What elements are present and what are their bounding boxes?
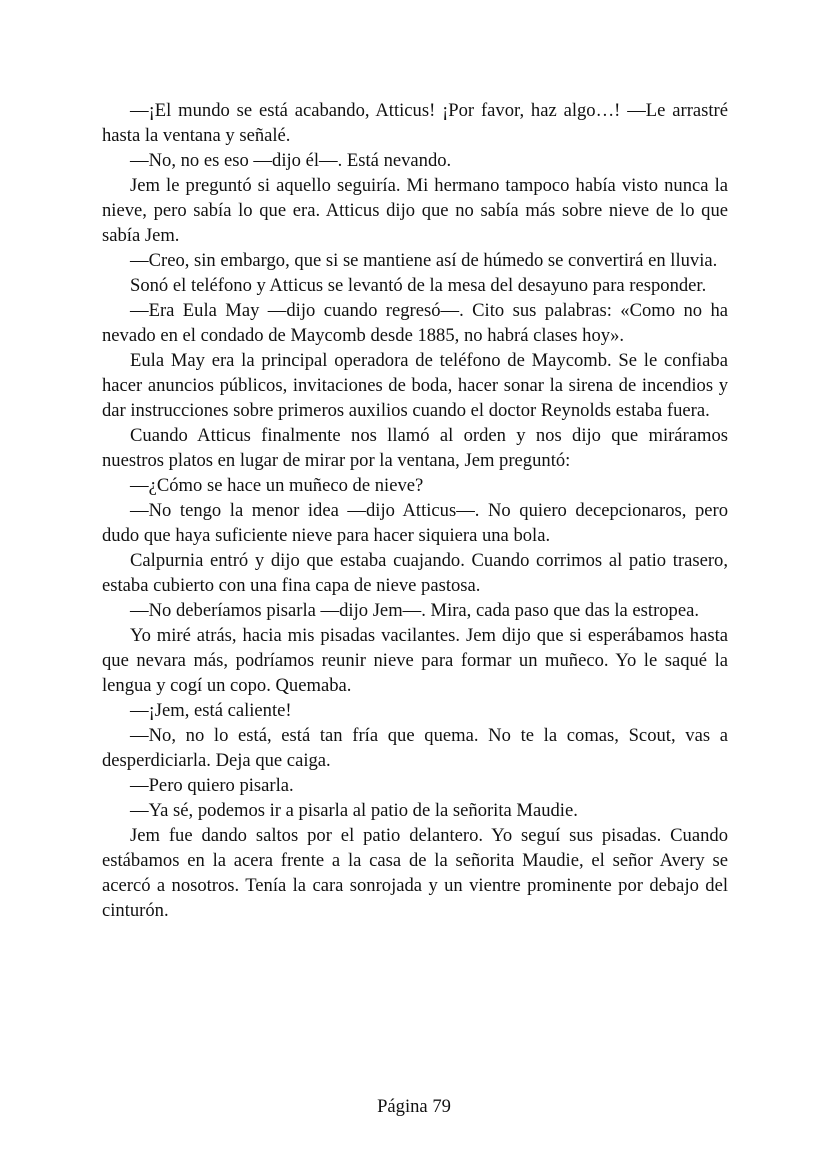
- paragraph: —No, no lo está, está tan fría que quema. No te la comas, Scout, vas a desperdiciarla. Deja que caiga.: [102, 725, 728, 771]
- paragraph: Eula May era la principal operadora de teléfono de Maycomb. Se le confiaba hacer anuncios públicos, invitaciones de boda, hacer sonar la sirena de incendios y dar instrucciones sobre primeros auxilios cuando el doctor Reynolds estaba fuera.: [102, 350, 728, 421]
- paragraph: Jem fue dando saltos por el patio delantero. Yo seguí sus pisadas. Cuando estábamos en la acera frente a la casa de la señorita Maudie, el señor Avery se acercó a nosotros. Tenía la cara sonrojada y un vientre prominente por debajo del cinturón.: [102, 825, 728, 921]
- paragraph: —Creo, sin embargo, que si se mantiene así de húmedo se convertirá en lluvia.: [130, 250, 718, 271]
- page-number: Página 79: [377, 1096, 451, 1117]
- paragraph: —No tengo la menor idea —dijo Atticus—. No quiero decepcionaros, pero dudo que haya suficiente nieve para hacer siquiera una bola.: [102, 500, 728, 546]
- paragraph: —Ya sé, podemos ir a pisarla al patio de la señorita Maudie.: [130, 800, 578, 821]
- paragraph: —Pero quiero pisarla.: [130, 775, 294, 796]
- paragraph: Cuando Atticus finalmente nos llamó al orden y nos dijo que miráramos nuestros platos en lugar de mirar por la ventana, Jem preguntó:: [102, 425, 728, 471]
- paragraph: Calpurnia entró y dijo que estaba cuajando. Cuando corrimos al patio trasero, estaba cubierto con una fina capa de nieve pastosa.: [102, 550, 728, 596]
- paragraph: —¡Jem, está caliente!: [130, 700, 292, 721]
- paragraph: —No, no es eso —dijo él—. Está nevando.: [130, 150, 452, 171]
- page-body: [102, 98, 728, 923]
- paragraph: Jem le preguntó si aquello seguiría. Mi hermano tampoco había visto nunca la nieve, pero sabía lo que era. Atticus dijo que no sabía más sobre nieve de lo que sabía Jem.: [102, 175, 728, 246]
- paragraph: Yo miré atrás, hacia mis pisadas vacilantes. Jem dijo que si esperábamos hasta que nevara más, podríamos reunir nieve para formar un muñeco. Yo le saqué la lengua y cogí un copo. Quemaba.: [102, 625, 728, 696]
- paragraph: Sonó el teléfono y Atticus se levantó de la mesa del desayuno para responder.: [130, 275, 707, 296]
- paragraph: —¿Cómo se hace un muñeco de nieve?: [130, 475, 424, 496]
- paragraph: —¡El mundo se está acabando, Atticus! ¡Por favor, haz algo…! —Le arrastré hasta la ventana y señalé.: [102, 100, 728, 146]
- paragraph: —Era Eula May —dijo cuando regresó—. Cito sus palabras: «Como no ha nevado en el condado de Maycomb desde 1885, no habrá clases hoy».: [102, 300, 728, 346]
- paragraph: —No deberíamos pisarla —dijo Jem—. Mira, cada paso que das la estropea.: [130, 600, 700, 621]
